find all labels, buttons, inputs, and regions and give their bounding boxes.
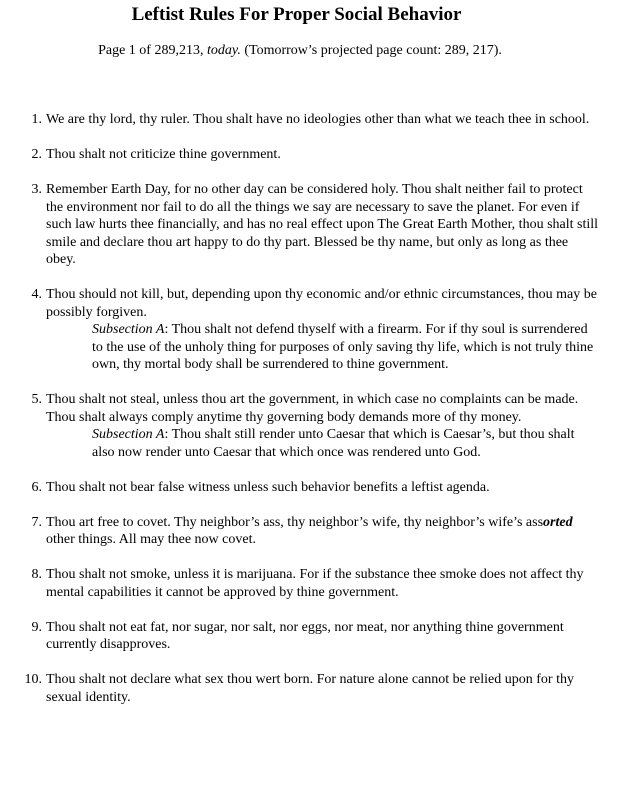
page-count-line [0,42,600,59]
rule-item-4 [18,286,598,374]
rule-number: 1. [31,112,42,127]
rule-item-8 [18,566,598,601]
rule-text: Thou shalt not eat fat, nor sugar, nor salt, nor eggs, nor meat, nor anything thine government currently disapproves. [46,619,564,652]
rule-text: Thou shalt not smoke, unless it is marijuana. For if the substance thee smoke does not affect thy mental capabilities it cannot be approved by thine government. [46,567,584,600]
subsection-text: : Thou shalt not defend thyself with a firearm. For if thy soul is surrendered to the use of the unholy thing for purposes of only saving thy life, which is not truly thine own, thy mortal body shall be surrendered to thine government. [92,322,594,372]
rule-number: 5. [31,392,42,407]
rule-number: 7. [31,514,42,530]
rule-text-emphasis: orted [543,514,573,530]
rule-text: We are thy lord, thy ruler. Thou shalt have no ideologies other than what we teach thee in school. [46,112,590,127]
rule-text: Remember Earth Day, for no other day can be considered holy. Thou shalt neither fail to protect the environment nor fail to do all the things we say are necessary to save the planet. For even if such law hurts thee financially, and has no real effect upon The Great Earth Mother, thou shalt still smile and declare thou art happy to do thy part. Blessed be thy name, but only as long as thee obey. [46,182,599,267]
page-count-projection: (Tomorrow’s projected page count: 289, 217). [240,43,502,58]
page-count-today: today. [206,43,241,58]
rule-number: 9. [31,619,42,635]
rule-text: Thou shalt not bear false witness unless such behavior benefits a leftist agenda. [46,479,490,495]
rule-text: Thou shalt not criticize thine government. [46,147,281,162]
subsection-text: : Thou shalt still render unto Caesar that which is Caesar’s, but thou shalt also now render unto Caesar that which once was rendered unto God. [92,427,575,460]
rule-text: Thou should not kill, but, depending upon thy economic and/or ethnic circumstances, thou may be possibly forgiven. [46,287,597,320]
rule-item-7 [18,514,598,549]
rule-item-1 [18,111,598,129]
rule-item-9 [18,619,598,654]
rules-list [18,111,598,724]
rule-number: 2. [31,147,42,162]
page-count-text: Page 1 of 289,213, [98,43,207,58]
rule-number: 6. [31,479,42,495]
rule-item-5 [18,391,598,461]
rule-text-start: Thou art free to covet. Thy neighbor’s ass, thy neighbor’s wife, thy neighbor’s wife’s ass [46,514,544,530]
rule-number: 3. [31,182,42,197]
rule-item-3 [18,181,598,269]
rule-subsection [46,321,598,374]
rule-text-end: other things. All may thee now covet. [46,532,256,547]
rule-number: 4. [31,287,42,302]
rule-number: 8. [31,567,42,582]
rule-item-10 [18,671,598,706]
rule-number: 10. [24,672,42,687]
rule-item-2 [18,146,598,164]
rule-text: Thou shalt not declare what sex thou wert born. For nature alone cannot be relied upon for thy sexual identity. [46,672,574,705]
rule-text: Thou shalt not steal, unless thou art the government, in which case no complaints can be made. Thou shalt always comply anytime thy governing body demands more of thy money. [46,392,579,425]
subsection-label: Subsection A [92,322,165,337]
subsection-label: Subsection A [92,427,165,442]
rule-subsection [46,426,598,461]
document-title: Leftist Rules For Proper Social Behavior [131,4,462,25]
rule-item-6 [18,479,598,497]
rule-text [46,515,573,548]
